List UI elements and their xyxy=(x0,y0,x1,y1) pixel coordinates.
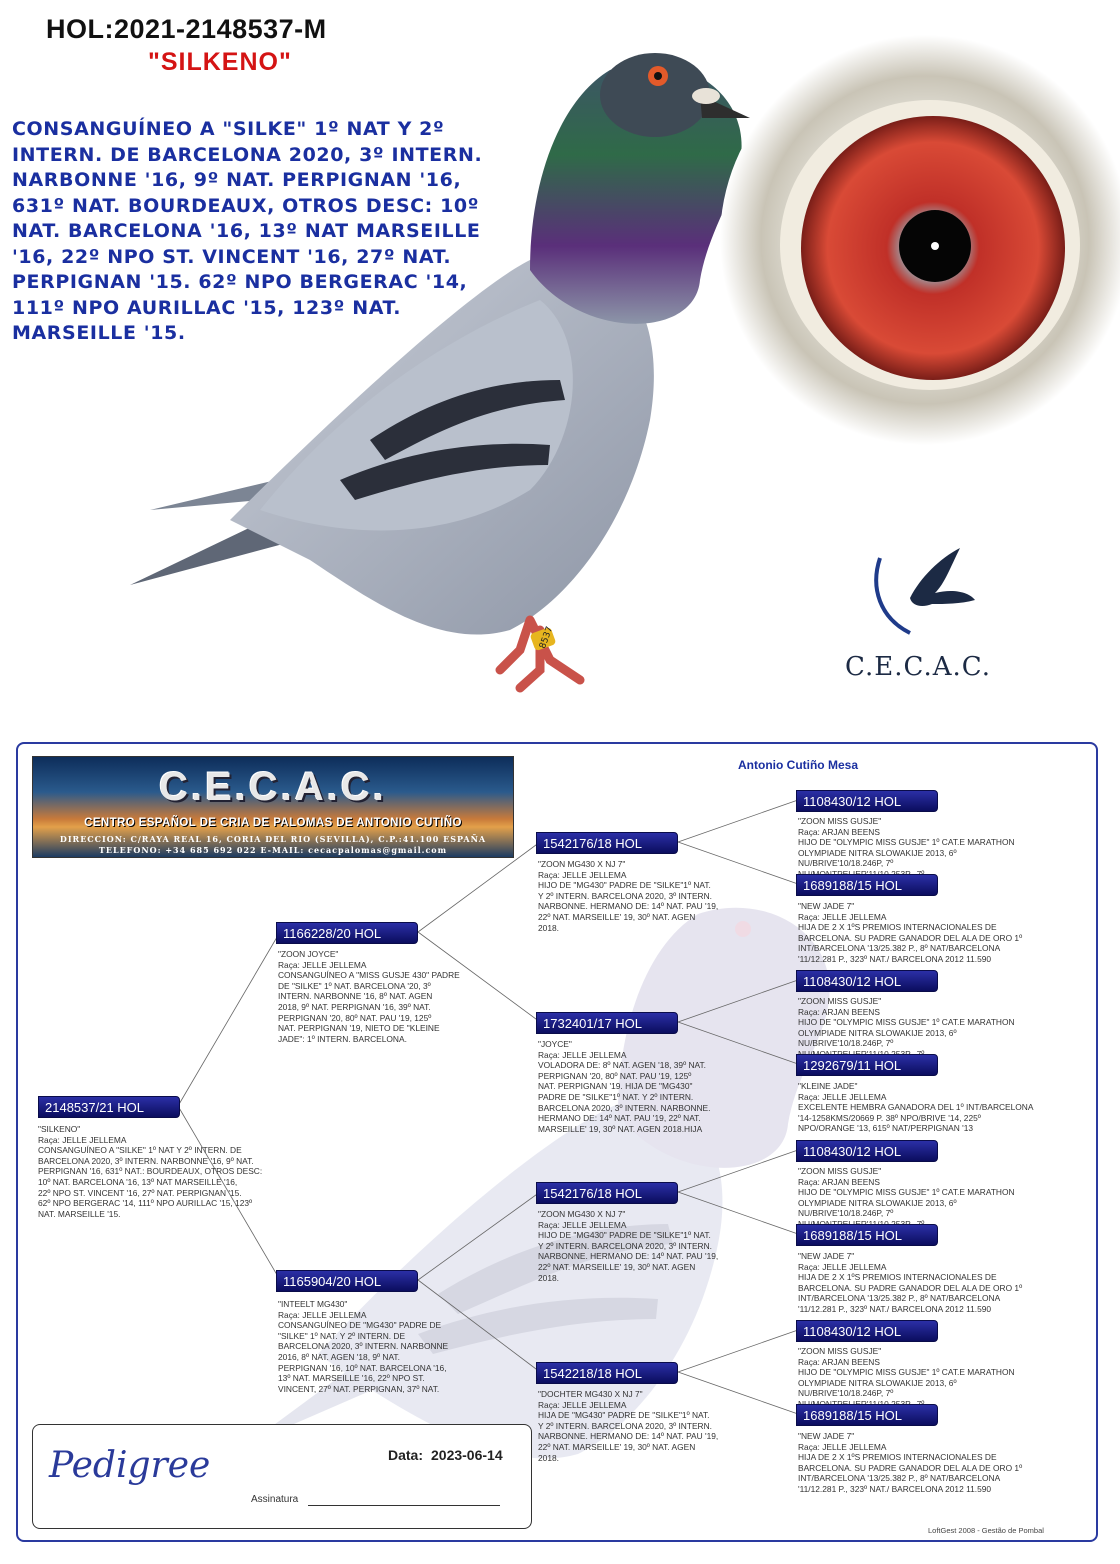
info-sire: "ZOON JOYCE" Raça: JELLE JELLEMA CONSANGUÍNEO A "MISS GUSJE 430" PADRE DE "SILKE" 1º NAT. BARCELONA '20, 3º INTERN. NARBONNE '16, 8º NAT. AGEN 2018, 9º NAT. PERPIGNAN '16, 39º NAT. PERPIGNAN '20, 80º NAT. PAU '19, 125º NAT. PERPIGNAN '19, NIETO DE "KLEINE JADE": 1º INTERN. BARCELONA. xyxy=(278,949,460,1044)
certificate-title: Pedigree xyxy=(49,1445,211,1486)
banner-subtitle: CENTRO ESPAÑOL DE CRIA DE PALOMAS DE ANTONIO CUTIÑO xyxy=(84,817,462,829)
signature-label: Assinatura xyxy=(251,1494,299,1505)
info-sire-dam: "JOYCE" Raça: JELLE JELLEMA VOLADORA DE: 8º NAT. AGEN '18, 39º NAT. PERPIGNAN '20, 80º NAT. PAU '19, 125º NAT. PERPIGNAN '19. HIJA DE "MG430" PADRE DE "SILKE"1º NAT. Y 2º INTERN. BARCELONA 2020, 3º INTERN. NARBONNE. HERMANO DE: 14º NAT. PAU '19, 22º NAT. MARSEILLE' 19, 30º NAT. AGEN 2018.HIJA xyxy=(538,1039,711,1134)
info-dam-dam: "DOCHTER MG430 X NJ 7" Raça: JELLE JELLEMA HIJA DE "MG430" PADRE DE "SILKE"1º NAT. Y 2º INTERN. BARCELONA 2020, 3º INTERN. NARBONNE. HERMANO DE: 14º NAT. PAU '19, 22º NAT. MARSEILLE' 19, 30º NAT. AGEN 2018. xyxy=(538,1389,719,1463)
certificate-box xyxy=(32,1424,532,1529)
info-sds: "ZOON MISS GUSJE" Raça: ARJAN BEENS HIJO DE "OLYMPIC MISS GUSJE" 1º CAT.E MARATHON OLYMPIADE NITRA SLOWAKIJE 2013, 6º NU/BRIVE'10/18.246P, 7º xyxy=(798,996,1015,1049)
info-dds: "ZOON MISS GUSJE" Raça: ARJAN BEENS HIJO DE "OLYMPIC MISS GUSJE" 1º CAT.E MARATHON OLYMPIADE NITRA SLOWAKIJE 2013, 6º NU/BRIVE'10/18.246P, 7º xyxy=(798,1346,1015,1399)
ring-dam: 1165904/20 HOL xyxy=(276,1270,418,1292)
poster xyxy=(0,0,1120,730)
cecac-banner xyxy=(32,756,514,858)
eye-closeup-photo xyxy=(705,30,1120,445)
info-subject: "SILKENO" Raça: JELLE JELLEMA CONSANGUÍNEO A "SILKE" 1º NAT Y 2º INTERN. DE BARCELONA 2020, 3º INTERN. NARBONNE '16, 9º NAT. PERPIGNAN '16, 631º NAT.: BOURDEAUX, OTROS DESC: 10º NAT. BARCELONA '16, 13º NAT MARSEILLE '16, 22º NPO ST. VINCENT '16, 27º NAT. PERPIGNAN '15. 62º NPO BERGERAC '14, 111º NPO AURILLAC '15, 123º NAT. MARSEILLE '15. xyxy=(38,1124,263,1219)
ring-sire-sire: 1542176/18 HOL xyxy=(536,832,678,854)
ring-sds: 1108430/12 HOL xyxy=(796,970,938,992)
banner-address: DIRECCION: C/RAYA REAL 16, CORIA DEL RIO (SEVILLA), C.P.:41.100 ESPAÑA xyxy=(59,834,487,844)
info-sss: "ZOON MISS GUSJE" Raça: ARJAN BEENS HIJO DE "OLYMPIC MISS GUSJE" 1º CAT.E MARATHON OLYMPIADE NITRA SLOWAKIJE 2013, 6º NU/BRIVE'10/18.246P, 7º xyxy=(798,816,1015,869)
ring-dam-dam: 1542218/18 HOL xyxy=(536,1362,678,1384)
ring-subject: 2148537/21 HOL xyxy=(38,1096,180,1118)
ring-sire-dam: 1732401/17 HOL xyxy=(536,1012,678,1034)
poster-bird-name: "SILKENO" xyxy=(148,48,292,76)
cecac-logo-icon xyxy=(850,538,990,648)
info-dam-sire: "ZOON MG430 X NJ 7" Raça: JELLE JELLEMA HIJO DE "MG430" PADRE DE "SILKE"1º NAT. Y 2º INTERN. BARCELONA 2020, 3º INTERN. NARBONNE. HERMANO DE: 14º NAT. PAU '19, 22º NAT. MARSEILLE' 19, 30º NAT. AGEN 2018. xyxy=(538,1209,719,1283)
info-dss: "ZOON MISS GUSJE" Raça: ARJAN BEENS HIJO DE "OLYMPIC MISS GUSJE" 1º CAT.E MARATHON OLYMPIADE NITRA SLOWAKIJE 2013, 6º NU/BRIVE'10/18.246P, 7º xyxy=(798,1166,1015,1219)
ring-dsd: 1689188/15 HOL xyxy=(796,1224,938,1246)
info-ddd: "NEW JADE 7" Raça: JELLE JELLEMA HIJA DE 2 X 1ºS PREMIOS INTERNACIONALES DE BARCELONA. SU PADRE GANADOR DEL ALA DE ORO 1º INT/BARCELONA '13/25.382 P., 8º NAT/BARCELONA '11/12.281 P., 323º NAT./ BARCELONA 2012 11.590 xyxy=(798,1431,1023,1494)
info-dsd: "NEW JADE 7" Raça: JELLE JELLEMA HIJA DE 2 X 1ºS PREMIOS INTERNACIONALES DE BARCELONA. SU PADRE GANADOR DEL ALA DE ORO 1º INT/BARCELONA '13/25.382 P., 8º NAT/BARCELONA '11/12.281 P., 323º NAT./ BARCELONA 2012 11.590 xyxy=(798,1251,1023,1314)
signature-line xyxy=(308,1505,500,1506)
certificate-date-label: Data: xyxy=(388,1447,424,1463)
software-credit: LoftGest 2008 - Gestão de Pombal xyxy=(928,1526,1044,1535)
ring-band-text: 8537 xyxy=(538,625,556,651)
ring-ddd: 1689188/15 HOL xyxy=(796,1404,938,1426)
owner-name: Antonio Cutiño Mesa xyxy=(738,758,858,772)
ring-sss: 1108430/12 HOL xyxy=(796,790,938,812)
poster-description: CONSANGUÍNEO A "SILKE" 1º NAT Y 2º INTERN. DE BARCELONA 2020, 3º INTERN. NARBONNE '16, 9º NAT. PERPIGNAN '16, 631º NAT. BOURDEAUX, OTROS DESC: 10º NAT. BARCELONA '16, 13º NAT MARSEILLE '16, 22º NPO ST. VINCENT '16, 27º NAT. PERPIGNAN '15. 62º NPO BERGERAC '14, 111º NPO AURILLAC '15, 123º NAT. MARSEILLE '15. xyxy=(12,118,483,344)
info-sdd: "KLEINE JADE" Raça: JELLE JELLEMA EXCELENTE HEMBRA GANADORA DEL 1º INT/BARCELONA '14-1258KMS/20669 P. 38º NPO/BRIVE '14, 225º NPO/ORANGE '13, 615º NAT/PERPIGNAN '13 xyxy=(798,1081,1034,1134)
ring-sire: 1166228/20 HOL xyxy=(276,922,418,944)
banner-title: C.E.C.A.C. xyxy=(159,765,387,809)
banner-contact: TELEFONO: +34 685 692 022 E-MAIL: cecacpalomas@gmail.com xyxy=(98,845,448,855)
ring-sdd: 1292679/11 HOL xyxy=(796,1054,938,1076)
info-sire-sire: "ZOON MG430 X NJ 7" Raça: JELLE JELLEMA HIJO DE "MG430" PADRE DE "SILKE"1º NAT. Y 2º INTERN. BARCELONA 2020, 3º INTERN. NARBONNE. HERMANO DE: 14º NAT. PAU '19, 22º NAT. MARSEILLE' 19, 30º NAT. AGEN 2018. xyxy=(538,859,719,933)
ring-dam-sire: 1542176/18 HOL xyxy=(536,1182,678,1204)
ring-ssd: 1689188/15 HOL xyxy=(796,874,938,896)
ring-dds: 1108430/12 HOL xyxy=(796,1320,938,1342)
info-ssd: "NEW JADE 7" Raça: JELLE JELLEMA HIJA DE 2 X 1ºS PREMIOS INTERNACIONALES DE BARCELONA. SU PADRE GANADOR DEL ALA DE ORO 1º INT/BARCELONA '13/25.382 P., 8º NAT/BARCELONA '11/12.281 P., 323º NAT./ BARCELONA 2012 11.590 xyxy=(798,901,1023,964)
pedigree-sheet xyxy=(16,742,1098,1542)
ring-dss: 1108430/12 HOL xyxy=(796,1140,938,1162)
certificate-date: 2023-06-14 xyxy=(431,1447,503,1463)
info-dam: "INTEELT MG430" Raça: JELLE JELLEMA CONSANGUÍNEO DE "MG430" PADRE DE "SILKE" 1º NAT. Y 2º INTERN. DE BARCELONA 2020, 3º INTERN. NARBONNE 2016, 8º NAT. AGEN '18, 9º NAT. PERPIGNAN '16, 10º NAT. BARCELONA '16, 13º NAT. MARSEILLE '16, 22º NPO ST. VINCENT, 27º NAT. PERPIGNAN, 37º NAT. xyxy=(278,1299,449,1394)
poster-logo-text: C.E.C.A.C. xyxy=(845,652,991,682)
poster-ring-title: HOL:2021-2148537-M xyxy=(46,14,327,44)
